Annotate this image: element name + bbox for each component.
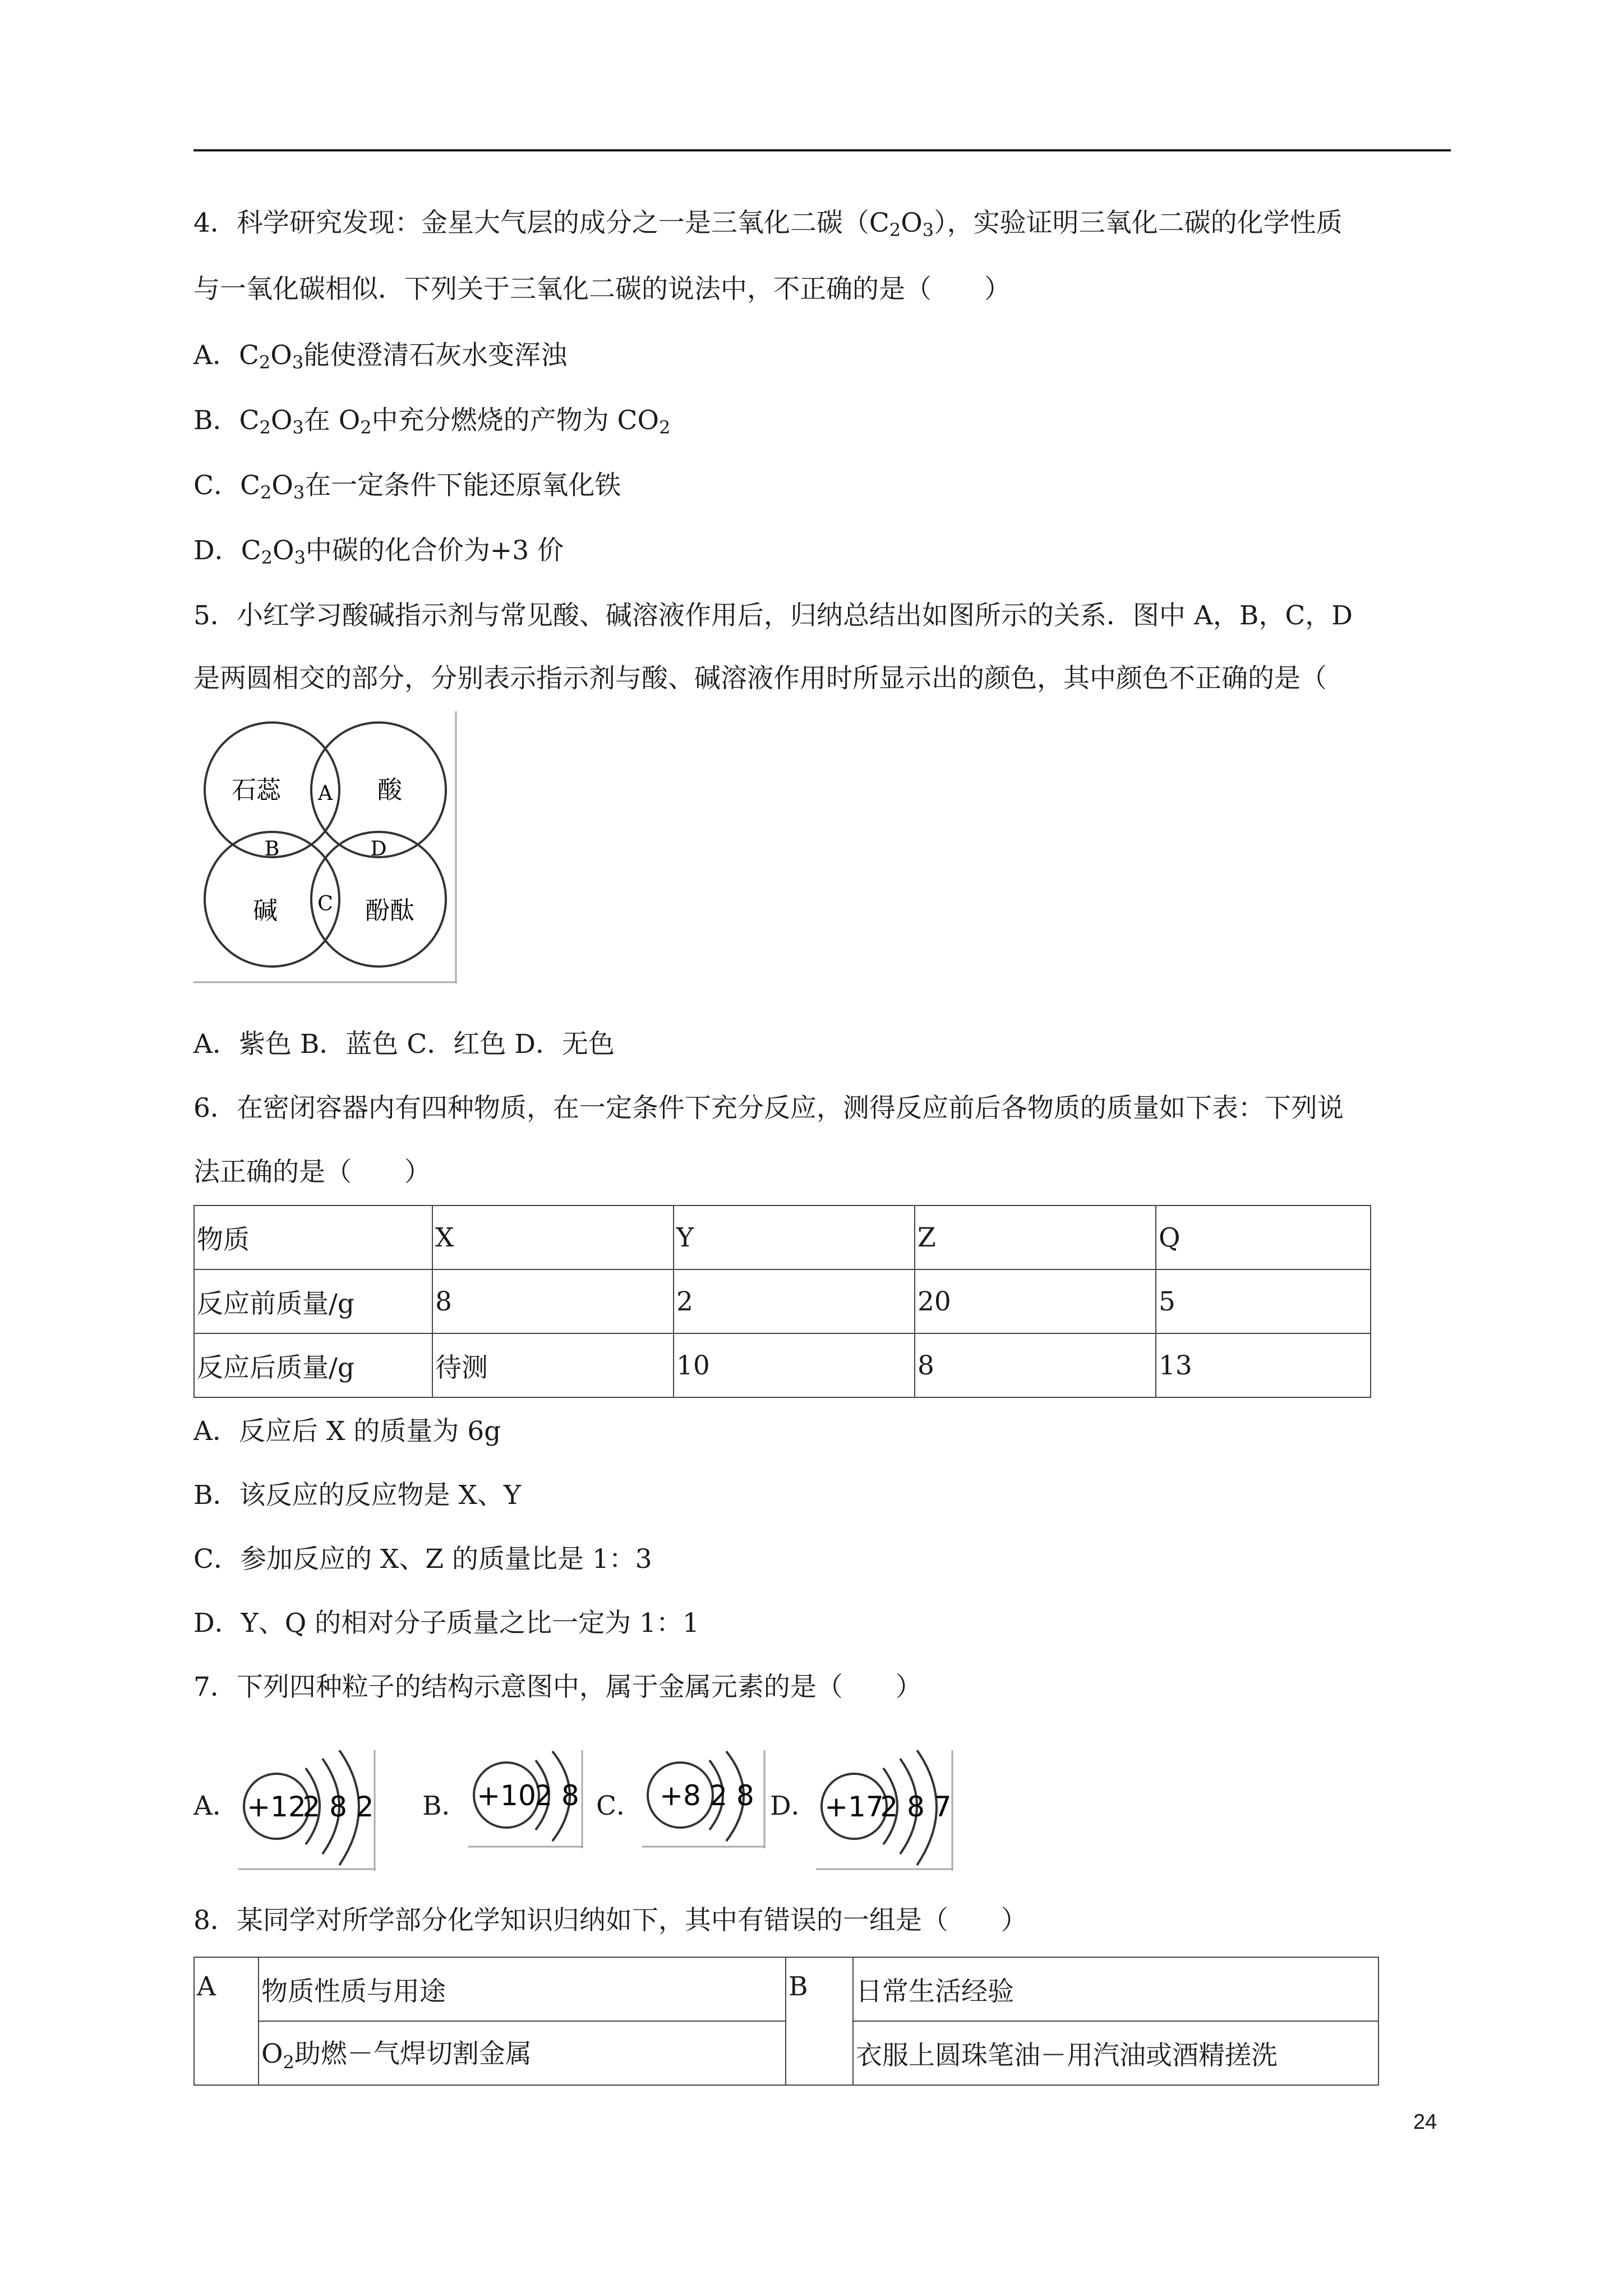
venn-region-a: A xyxy=(318,782,333,805)
venn-label-base: 碱 xyxy=(253,896,278,925)
q6-cell: 待测 xyxy=(432,1333,674,1397)
q8-cell-b-label: B xyxy=(786,1957,853,2085)
venn-diagram xyxy=(193,711,457,983)
nucleus-charge: +10 xyxy=(477,1779,536,1812)
q6-cell: Z xyxy=(915,1205,1156,1269)
q5-stem-line2: 是两圆相交的部分，分别表示指示剂与酸、碱溶液作用时所显示出的颜色，其中颜色不正确的是（ xyxy=(193,663,1327,694)
venn-label-acid: 酸 xyxy=(377,776,402,804)
q7-stem: 7．下列四种粒子的结构示意图中，属于金属元素的是（ ） xyxy=(193,1672,922,1703)
electron-shells: 2 8 xyxy=(709,1779,754,1812)
q7-label-b: B． xyxy=(422,1791,468,1821)
q7-label-d: D． xyxy=(770,1791,818,1821)
q8-knowledge-table xyxy=(193,1957,1379,2086)
q5-stem-line1: 5．小红学习酸碱指示剂与常见酸、碱溶液作用后，归纳总结出如图所示的关系．图中 A，B，C，D xyxy=(193,600,1353,631)
q6-cell: 13 xyxy=(1156,1333,1371,1397)
q6-cell: 反应后质量/g xyxy=(194,1333,432,1397)
q6-option-b: B．该反应的反应物是 X、Y xyxy=(193,1480,521,1511)
q6-mass-table xyxy=(193,1205,1371,1398)
venn-label-litmus: 石蕊 xyxy=(232,776,281,804)
q6-cell: 8 xyxy=(432,1269,674,1333)
q6-cell: 5 xyxy=(1156,1269,1371,1333)
header-rule xyxy=(193,149,1451,151)
atom-diagram-a xyxy=(238,1750,376,1871)
venn-region-c: C xyxy=(317,892,333,915)
q6-cell: 20 xyxy=(915,1269,1156,1333)
q6-cell: Q xyxy=(1156,1205,1371,1269)
q4-option-c: C．$C_2O_3$在一定条件下能还原氧化铁 xyxy=(193,470,621,503)
q4-option-b: B．$C_2O_3$在 $O_2$中充分燃烧的产物为 $CO_2$ xyxy=(193,405,671,438)
nucleus-charge: +17 xyxy=(824,1791,884,1823)
q7-label-c: C． xyxy=(596,1791,643,1821)
q4-stem-line2: 与一氧化碳相似．下列关于三氧化二碳的说法中，不正确的是（ ） xyxy=(193,274,1011,305)
q8-cell-b-title: 日常生活经验 xyxy=(853,1957,1378,2021)
q6-stem-line2: 法正确的是（ ） xyxy=(193,1157,431,1188)
q6-stem-line1: 6．在密闭容器内有四种物质，在一定条件下充分反应，测得反应前后各物质的质量如下表：下列说 xyxy=(193,1093,1344,1124)
atom-diagram-b xyxy=(468,1750,583,1848)
q6-cell: 10 xyxy=(674,1333,915,1397)
q8-cell-b-item: 衣服上圆珠笔油－用汽油或酒精搓洗 xyxy=(853,2021,1378,2085)
electron-shells: 2 8 7 xyxy=(880,1791,952,1823)
q5-options: A．紫色 B．蓝色 C．红色 D．无色 xyxy=(193,1029,615,1060)
q8-cell-a-label: A xyxy=(194,1957,259,2085)
q4-option-a: A．$C_2O_3$能使澄清石灰水变浑浊 xyxy=(193,340,568,373)
venn-label-phenolphthalein: 酚酞 xyxy=(365,896,414,925)
q6-table-row-after xyxy=(194,1333,1371,1397)
q6-option-a: A．反应后 X 的质量为 6g xyxy=(193,1416,501,1447)
q8-cell-a-title: 物质性质与用途 xyxy=(259,1957,786,2021)
nucleus-charge: +8 xyxy=(660,1779,701,1812)
q6-cell: 反应前质量/g xyxy=(194,1269,432,1333)
atom-diagram-d xyxy=(816,1750,953,1871)
q6-cell: 2 xyxy=(674,1269,915,1333)
venn-region-b: B xyxy=(264,838,280,861)
q6-cell: 物质 xyxy=(194,1205,432,1269)
electron-shells: 2 8 xyxy=(534,1779,579,1812)
q8-table-row-title xyxy=(194,1957,1378,2021)
q6-cell: 8 xyxy=(915,1333,1156,1397)
q6-option-d: D．Y、Q 的相对分子质量之比一定为 1：1 xyxy=(193,1608,699,1639)
q8-stem: 8．某同学对所学部分化学知识归纳如下，其中有错误的一组是（ ） xyxy=(193,1905,1027,1936)
nucleus-charge: +12 xyxy=(247,1791,306,1823)
q6-cell: X xyxy=(432,1205,674,1269)
q4-option-d: D．$C_2O_3$中碳的化合价为+3 价 xyxy=(193,535,564,568)
q8-cell-a-item: $O_2$助燃－气焊切割金属 xyxy=(259,2021,786,2085)
q4-stem-line1: 4．科学研究发现：金星大气层的成分之一是三氧化二碳$(C_2O_3)$，实验证明三氧化二碳的化学性质 xyxy=(193,208,1343,241)
q6-table-header-row xyxy=(194,1205,1371,1269)
q6-table-row-before xyxy=(194,1269,1371,1333)
q6-cell: Y xyxy=(674,1205,915,1269)
q6-option-c: C．参加反应的 X、Z 的质量比是 1：3 xyxy=(193,1544,652,1575)
venn-region-d: D xyxy=(370,838,387,861)
atom-diagram-c xyxy=(642,1750,766,1848)
electron-shells: 2 8 2 xyxy=(302,1791,374,1823)
page-number: 24 xyxy=(1413,2110,1437,2134)
q7-label-a: A． xyxy=(193,1791,239,1821)
